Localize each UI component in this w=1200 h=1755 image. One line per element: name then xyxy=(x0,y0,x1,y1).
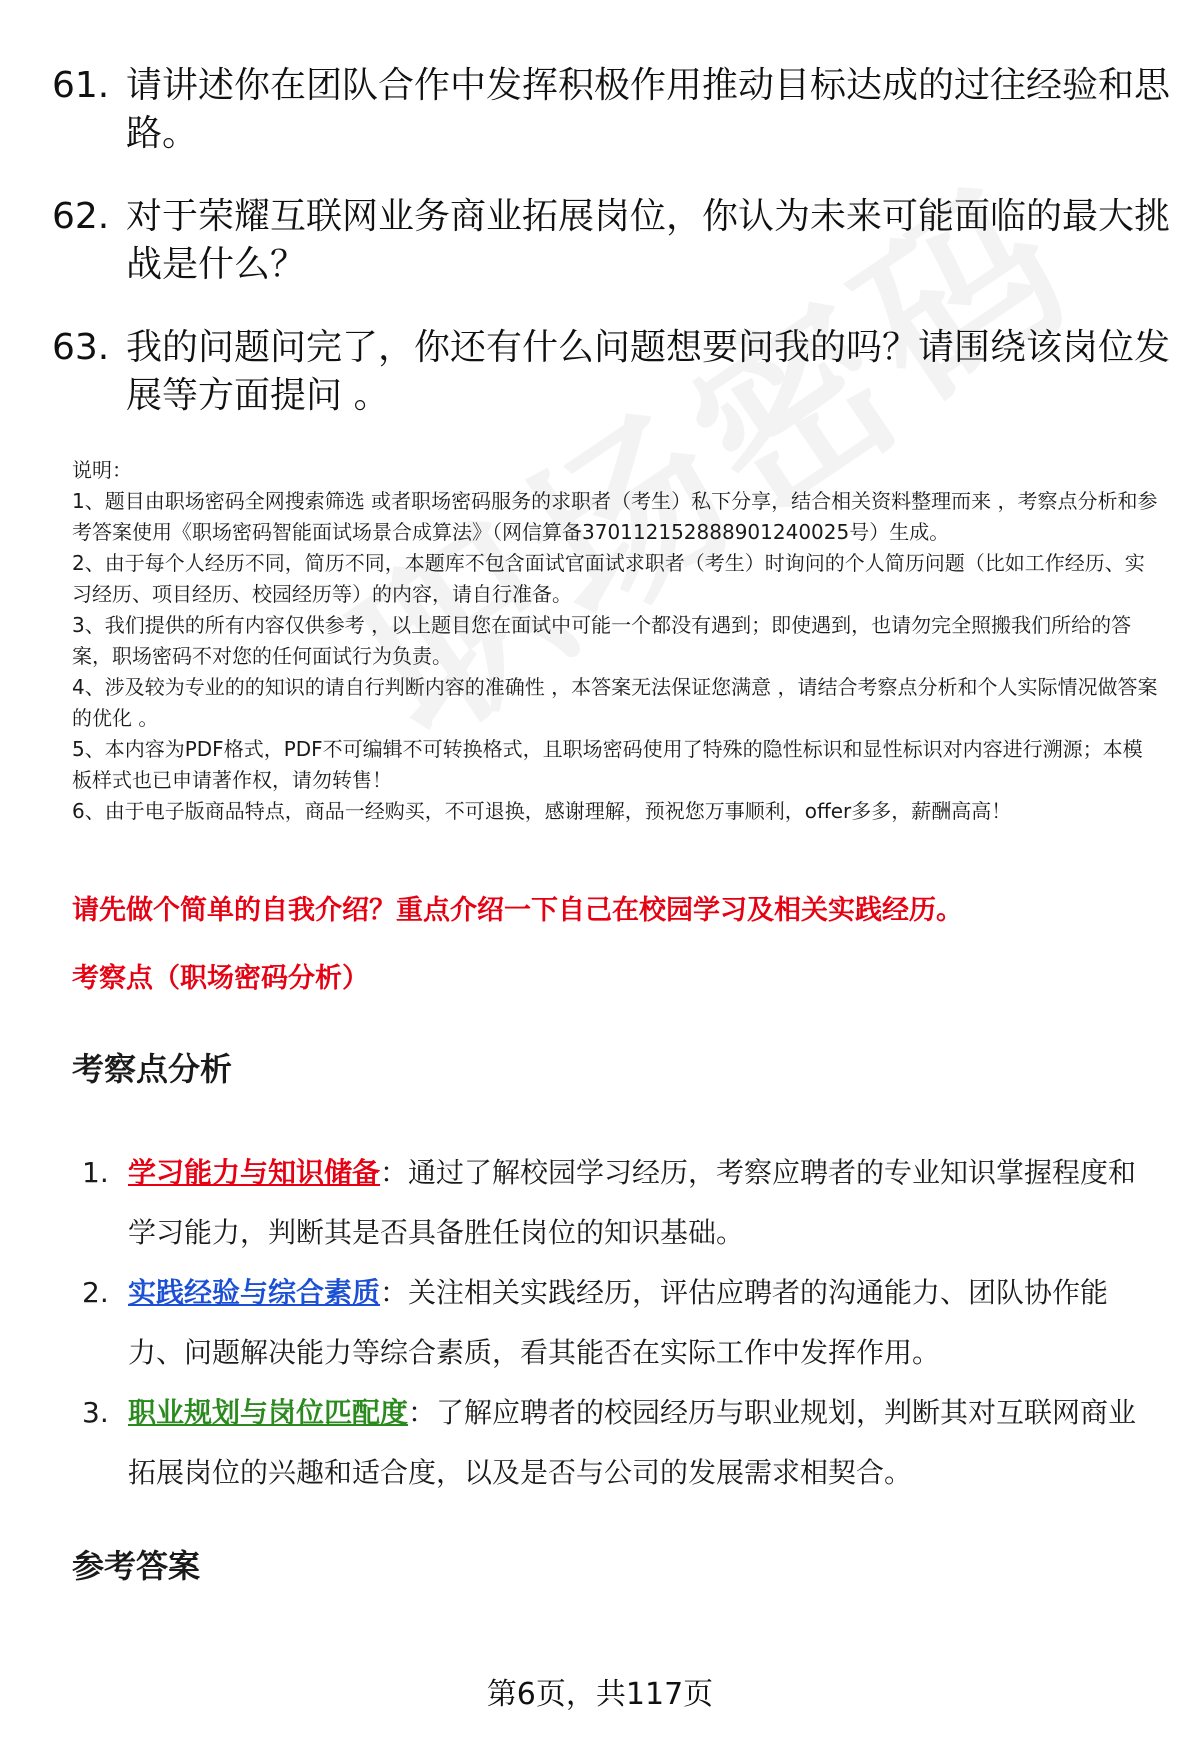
analysis-item-text: 了解应聘者的校园经历与职业规划，判断其对互联网商业拓展岗位的兴趣和适合度，以及是否与公司的发展需求相契合。 xyxy=(128,1396,1137,1489)
answer-section-title: 参考答案 xyxy=(72,1547,201,1585)
analysis-item-number: 2. xyxy=(82,1276,109,1309)
analysis-item-term: 学习能力与知识储备 xyxy=(128,1156,381,1189)
note-item: 5、本内容为PDF格式，PDF不可编辑不可转换格式，且职场密码使用了特殊的隐性标识和显性标识对内容进行溯源；本模板样式也已申请著作权，请勿转售！ xyxy=(72,737,1143,792)
analysis-list xyxy=(82,1143,1152,1503)
page-number-footer: 第6页，共117页 xyxy=(486,1677,714,1712)
note-item: 1、题目由职场密码全网搜索筛选 或者职场密码服务的求职者（考生）私下分享，结合相关资料整理而来 ，考察点分析和参考答案使用《职场密码智能面试场景合成算法》（网信算备370112152888901240025号）生成。 xyxy=(72,489,1158,544)
question-number: 62. xyxy=(52,196,110,237)
question-text: 请讲述你在团队合作中发挥积极作用推动目标达成的过往经验和思路。 xyxy=(126,65,1171,154)
analysis-item-term: 实践经验与综合素质 xyxy=(128,1276,381,1309)
question-62 xyxy=(52,193,1171,289)
analysis-item-term: 职业规划与岗位匹配度 xyxy=(128,1396,409,1429)
question-number: 61. xyxy=(52,65,110,106)
analysis-label: 考察点（职场密码分析） xyxy=(72,963,369,994)
analysis-item-separator: ： xyxy=(408,1396,437,1429)
notes-title: 说明： xyxy=(72,458,132,482)
note-item: 2、由于每个人经历不同，简历不同，本题库不包含面试官面试求职者（考生）时询问的个人简历问题（比如工作经历、实习经历、项目经历、校园经历等）的内容，请自行准备。 xyxy=(72,551,1145,606)
interview-question-heading: 请先做个简单的自我介绍？重点介绍一下自己在校园学习及相关实践经历。 xyxy=(72,895,963,926)
analysis-item-number: 3. xyxy=(82,1396,109,1429)
analysis-item-number: 1. xyxy=(82,1156,109,1189)
notes-block xyxy=(72,455,1162,827)
question-61 xyxy=(52,62,1171,158)
analysis-item-text: 关注相关实践经历，评估应聘者的沟通能力、团队协作能力、问题解决能力等综合素质，看其能否在实际工作中发挥作用。 xyxy=(128,1276,1109,1369)
question-63 xyxy=(52,324,1171,420)
analysis-item xyxy=(82,1143,1152,1263)
analysis-item xyxy=(82,1263,1152,1383)
analysis-item-separator: ： xyxy=(380,1156,409,1189)
analysis-item xyxy=(82,1383,1152,1503)
analysis-item-text: 通过了解校园学习经历，考察应聘者的专业知识掌握程度和学习能力，判断其是否具备胜任岗位的知识基础。 xyxy=(128,1156,1137,1249)
question-text: 对于荣耀互联网业务商业拓展岗位，你认为未来可能面临的最大挑战是什么？ xyxy=(126,196,1171,285)
note-item: 4、涉及较为专业的的知识的请自行判断内容的准确性 ，本答案无法保证您满意 ，请结合考察点分析和个人实际情况做答案的优化 。 xyxy=(72,675,1158,730)
note-item: 3、我们提供的所有内容仅供参考 ，以上题目您在面试中可能一个都没有遇到；即使遇到，也请勿完全照搬我们所给的答案，职场密码不对您的任何面试行为负责。 xyxy=(72,613,1132,668)
question-number: 63. xyxy=(52,327,110,368)
analysis-item-separator: ： xyxy=(380,1276,409,1309)
analysis-section-title: 考察点分析 xyxy=(72,1050,233,1088)
question-text: 我的问题问完了，你还有什么问题想要问我的吗？请围绕该岗位发展等方面提问 。 xyxy=(126,327,1171,416)
note-item: 6、由于电子版商品特点，商品一经购买，不可退换，感谢理解，预祝您万事顺利，offer多多，薪酬高高！ xyxy=(72,799,1012,823)
